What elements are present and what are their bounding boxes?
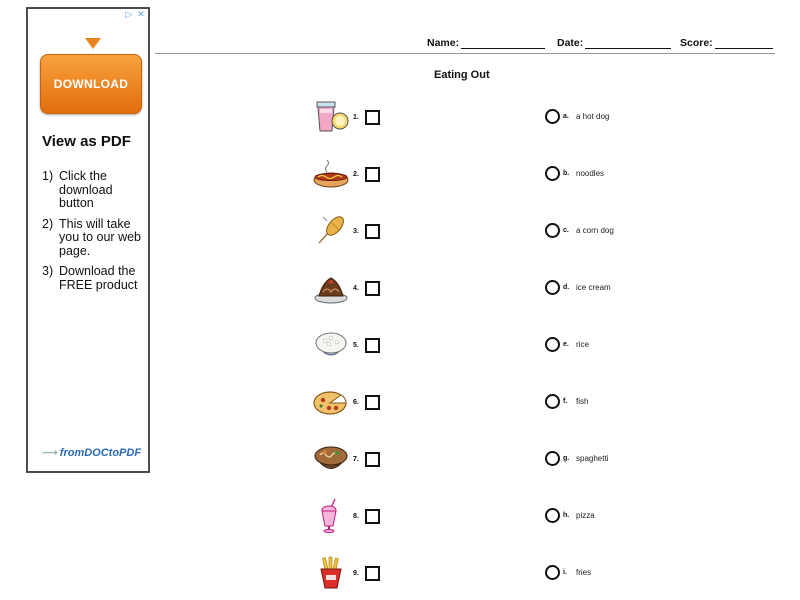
answer-letter: i.: [563, 569, 567, 576]
answer-option[interactable]: [545, 337, 589, 352]
question-number: 2.: [353, 170, 359, 178]
answer-letter: h.: [563, 512, 570, 519]
answer-text: rice: [576, 340, 589, 349]
ad-step-number: 2): [42, 216, 54, 231]
answer-text: pizza: [576, 511, 595, 520]
answer-radio[interactable]: [545, 394, 560, 409]
question-row: [310, 268, 380, 308]
ad-step: [42, 218, 146, 259]
answer-radio[interactable]: [545, 337, 560, 352]
ad-step-number: 3): [42, 264, 54, 278]
question-number: 7.: [353, 455, 359, 463]
answer-checkbox[interactable]: [365, 395, 380, 410]
question-number: 8.: [353, 512, 359, 520]
fries-icon: [310, 554, 352, 592]
ad-step-text: This will take you to our web page.: [59, 216, 141, 258]
question-row: [310, 97, 380, 137]
answer-checkbox[interactable]: [365, 167, 380, 182]
ad-step: [42, 265, 146, 292]
logo-text: fromDOCtoPDF: [59, 447, 142, 459]
date-label: Date:: [557, 37, 584, 49]
swoosh-icon: ⟿: [42, 447, 58, 459]
score-label: Score:: [680, 37, 713, 49]
question-number: 5.: [353, 341, 359, 349]
download-button[interactable]: DOWNLOAD: [40, 54, 142, 114]
answer-option[interactable]: [545, 394, 588, 409]
score-blank-line[interactable]: [715, 38, 773, 49]
answer-text: a corn dog: [576, 226, 614, 235]
question-row: [310, 325, 380, 365]
score-field[interactable]: [680, 37, 773, 49]
answer-text: fish: [576, 397, 589, 406]
ad-step: [42, 170, 146, 211]
answer-checkbox[interactable]: [365, 110, 380, 125]
question-row: [310, 154, 380, 194]
answer-radio[interactable]: [545, 508, 560, 523]
answer-checkbox[interactable]: [365, 281, 380, 296]
answer-letter: f.: [563, 398, 568, 405]
question-number: 3.: [353, 227, 359, 235]
answer-letter: g.: [563, 455, 570, 462]
spaghetti-plate-icon: [310, 269, 352, 307]
answer-letter: b.: [563, 170, 570, 177]
answer-option[interactable]: [545, 166, 604, 181]
header-divider: [155, 53, 775, 54]
name-blank-line[interactable]: [461, 38, 545, 49]
worksheet-title: Eating Out: [434, 69, 490, 81]
answer-checkbox[interactable]: [365, 566, 380, 581]
ice-cream-milkshake-icon: [310, 497, 352, 535]
ad-steps-list: [42, 170, 146, 299]
answer-letter: e.: [563, 341, 569, 348]
noodle-bowl-icon: [310, 440, 352, 478]
ad-corner-controls[interactable]: [124, 10, 146, 20]
answer-option[interactable]: [545, 280, 611, 295]
answer-radio[interactable]: [545, 109, 560, 124]
date-blank-line[interactable]: [585, 38, 671, 49]
fromdoctopdf-logo[interactable]: [42, 446, 141, 459]
answer-text: spaghetti: [576, 454, 609, 463]
answer-option[interactable]: [545, 451, 608, 466]
answer-checkbox[interactable]: [365, 452, 380, 467]
answer-option[interactable]: [545, 223, 614, 238]
answer-text: ice cream: [576, 283, 611, 292]
question-row: [310, 211, 380, 251]
pizza-icon: [310, 383, 352, 421]
answer-radio[interactable]: [545, 223, 560, 238]
answer-radio[interactable]: [545, 280, 560, 295]
answer-text: a hot dog: [576, 112, 610, 121]
answer-radio[interactable]: [545, 565, 560, 580]
question-number: 9.: [353, 569, 359, 577]
close-icon[interactable]: ✕: [137, 10, 145, 20]
ad-choices-icon[interactable]: ▷: [125, 10, 133, 20]
answer-checkbox[interactable]: [365, 509, 380, 524]
answer-letter: c.: [563, 227, 569, 234]
date-field[interactable]: [557, 37, 671, 49]
hot-dog-icon: [310, 155, 352, 193]
name-label: Name:: [427, 37, 460, 49]
ad-step-text: Click the download button: [59, 169, 113, 210]
ad-panel[interactable]: [26, 7, 150, 473]
ad-step-number: 1): [42, 169, 54, 183]
juice-cup-icon: [310, 98, 352, 136]
answer-text: noodles: [576, 169, 605, 178]
answer-radio[interactable]: [545, 451, 560, 466]
answer-option[interactable]: [545, 109, 609, 124]
answer-option[interactable]: [545, 508, 595, 523]
question-row: [310, 553, 380, 593]
answer-checkbox[interactable]: [365, 224, 380, 239]
answer-radio[interactable]: [545, 166, 560, 181]
question-number: 6.: [353, 398, 359, 406]
question-number: 1.: [353, 113, 359, 121]
ad-step-text: Download the FREE product: [59, 264, 138, 292]
answer-checkbox[interactable]: [365, 338, 380, 353]
name-field[interactable]: [427, 37, 545, 49]
question-row: [310, 496, 380, 536]
answer-letter: a.: [563, 113, 569, 120]
corn-dog-icon: [310, 212, 352, 250]
ad-title: View as PDF: [42, 133, 131, 150]
rice-bowl-icon: [310, 326, 352, 364]
question-number: 4.: [353, 284, 359, 292]
answer-text: fries: [576, 568, 592, 577]
answer-letter: d.: [563, 284, 570, 291]
question-row: [310, 439, 380, 479]
question-row: [310, 382, 380, 422]
down-arrow-icon: [85, 38, 101, 49]
answer-option[interactable]: [545, 565, 591, 580]
